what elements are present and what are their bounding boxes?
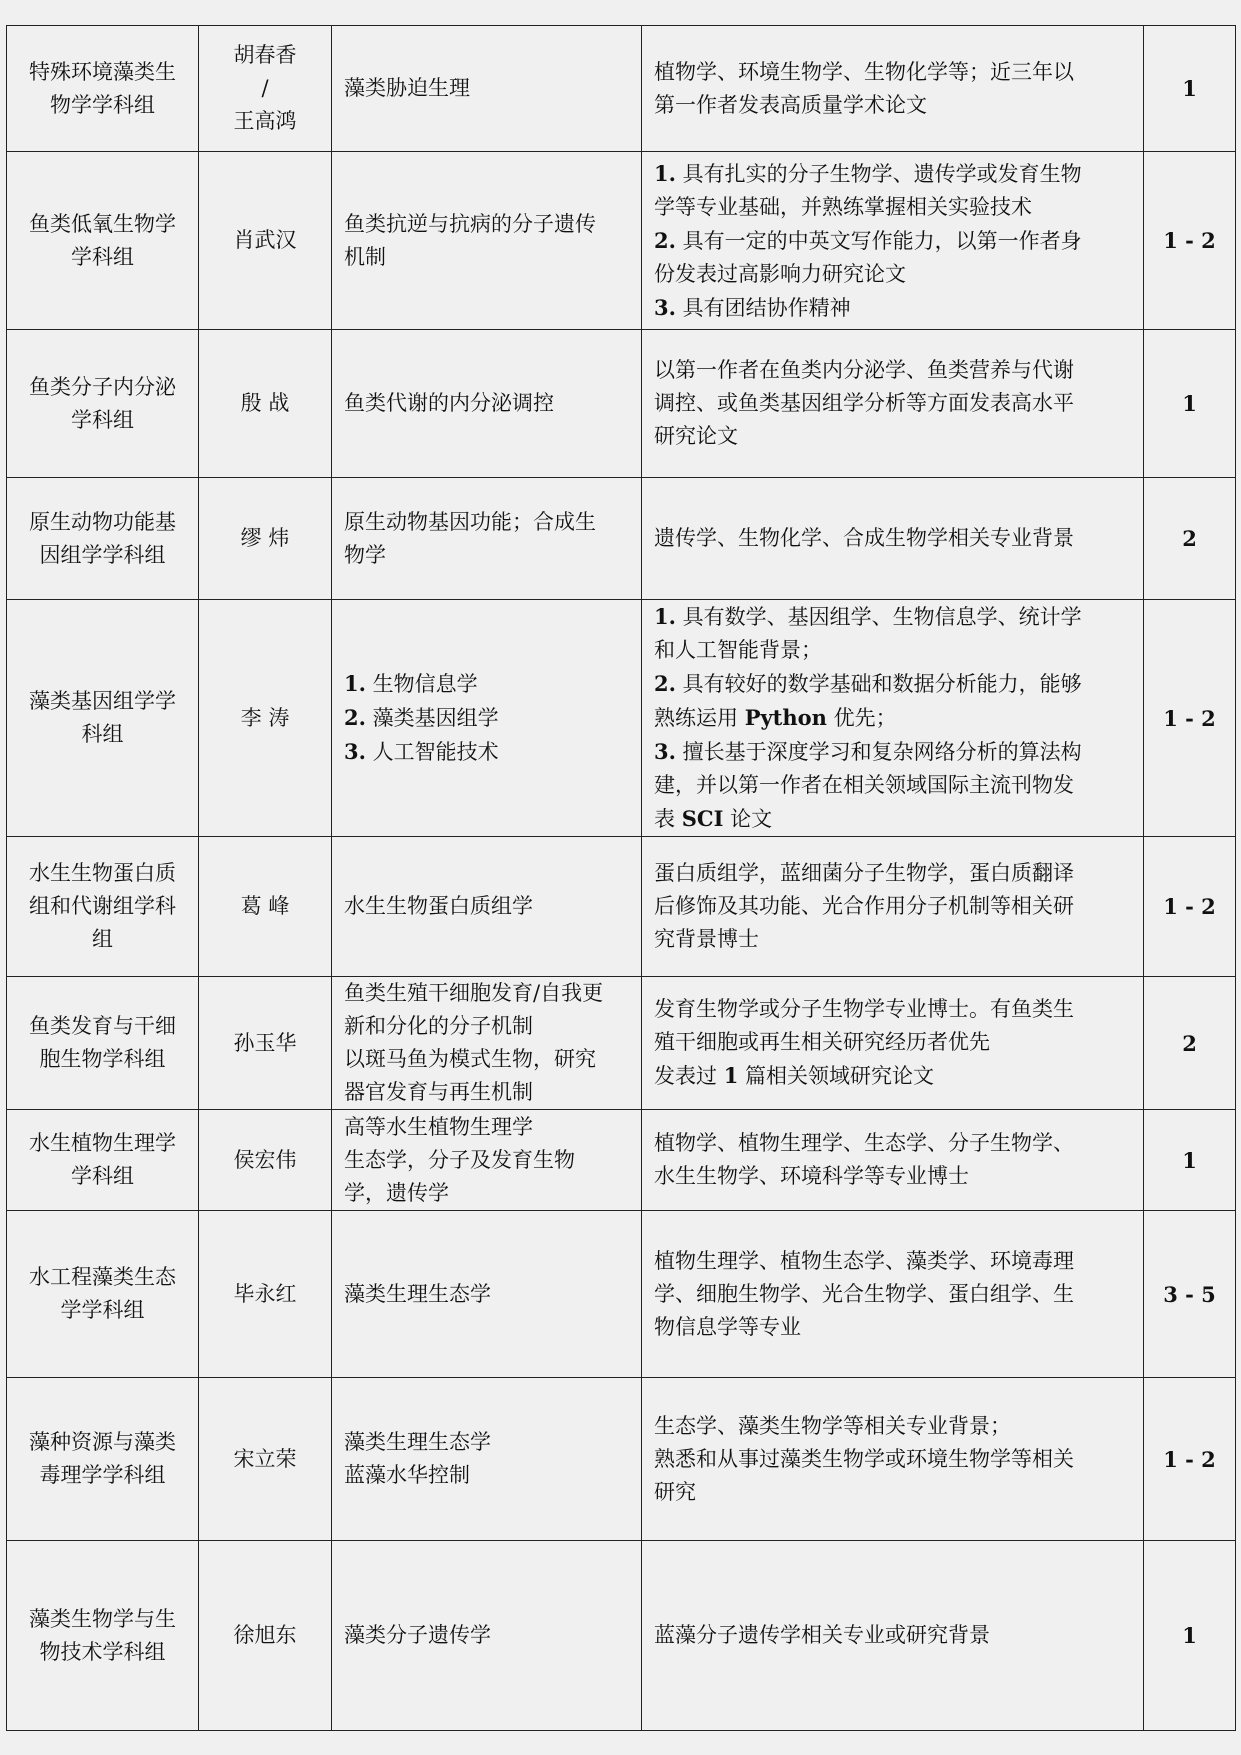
direction-cell bbox=[332, 1211, 642, 1378]
requirements-line: 熟悉和从事过藻类生物学或环境生物学等相关 bbox=[654, 1446, 1074, 1471]
group-cell bbox=[7, 1541, 199, 1731]
group-line: 水生植物生理学 bbox=[29, 1131, 176, 1155]
supervisor-cell bbox=[199, 330, 332, 478]
direction-line: 藻类胁迫生理 bbox=[344, 76, 470, 100]
direction-line: 机制 bbox=[344, 244, 386, 269]
supervisor-cell bbox=[199, 837, 332, 977]
requirements-cell bbox=[642, 837, 1144, 977]
group-line: 学科组 bbox=[71, 1164, 134, 1188]
group-line: 藻类基因组学学 bbox=[29, 689, 176, 713]
direction-cell bbox=[332, 977, 642, 1110]
direction-line: 鱼类生殖干细胞发育/自我更 bbox=[344, 981, 604, 1005]
supervisor-line: 李 涛 bbox=[240, 705, 290, 730]
direction-line: 以斑马鱼为模式生物，研究 bbox=[344, 1047, 596, 1071]
requirements-line: 以第一作者在鱼类内分泌学、鱼类营养与代谢 bbox=[654, 358, 1074, 382]
supervisor-cell bbox=[199, 600, 332, 837]
table-row bbox=[7, 1211, 1236, 1378]
requirements-line: 学、细胞生物学、光合生物学、蛋白组学、生 bbox=[654, 1281, 1074, 1306]
number-cell: 1 - 2 bbox=[1144, 1378, 1236, 1541]
group-cell bbox=[7, 1378, 199, 1541]
direction-line: 物学 bbox=[344, 542, 386, 567]
direction-line: 1. 生物信息学 bbox=[344, 671, 478, 696]
table-row bbox=[7, 330, 1236, 478]
number-cell: 1 - 2 bbox=[1144, 152, 1236, 330]
direction-line: 原生动物基因功能；合成生 bbox=[344, 509, 596, 534]
requirements-cell bbox=[642, 1110, 1144, 1211]
table-body bbox=[7, 26, 1236, 1731]
supervisor-line: / bbox=[261, 76, 269, 100]
supervisor-line: 王高鸿 bbox=[233, 109, 297, 133]
requirements-line: 调控、或鱼类基因组学分析等方面发表高水平 bbox=[654, 391, 1074, 415]
table-row bbox=[7, 600, 1236, 837]
requirements-line: 2. 具有一定的中英文写作能力，以第一作者身 bbox=[654, 227, 1082, 253]
requirements-line: 发育生物学或分子生物学专业博士。有鱼类生 bbox=[654, 997, 1074, 1021]
requirements-line: 水生生物学、环境科学等专业博士 bbox=[654, 1164, 969, 1188]
requirements-line: 后修饰及其功能、光合作用分子机制等相关研 bbox=[654, 894, 1074, 918]
direction-line: 藻类分子遗传学 bbox=[344, 1623, 491, 1647]
group-line: 毒理学学科组 bbox=[39, 1463, 166, 1487]
supervisor-cell bbox=[199, 152, 332, 330]
group-cell bbox=[7, 26, 199, 152]
group-line: 物技术学科组 bbox=[39, 1639, 166, 1664]
requirements-line: 2. 具有较好的数学基础和数据分析能力，能够 bbox=[654, 671, 1082, 696]
requirements-line: 1. 具有扎实的分子生物学、遗传学或发育生物 bbox=[654, 160, 1082, 186]
group-line: 特殊环境藻类生 bbox=[29, 59, 176, 84]
group-line: 组和代谢组学科 bbox=[29, 894, 176, 918]
direction-line: 3. 人工智能技术 bbox=[344, 739, 499, 764]
number-cell: 2 bbox=[1144, 478, 1236, 600]
supervisor-cell bbox=[199, 26, 332, 152]
supervisor-line: 肖武汉 bbox=[233, 228, 297, 252]
direction-line: 生态学，分子及发育生物 bbox=[344, 1147, 575, 1172]
group-line: 学学科组 bbox=[60, 1298, 145, 1322]
requirements-cell bbox=[642, 330, 1144, 478]
supervisor-line: 徐旭东 bbox=[233, 1623, 297, 1647]
direction-line: 学，遗传学 bbox=[344, 1180, 449, 1205]
direction-cell bbox=[332, 600, 642, 837]
table-row bbox=[7, 1541, 1236, 1731]
direction-line: 藻类生理生态学 bbox=[344, 1281, 491, 1306]
direction-line: 高等水生植物生理学 bbox=[344, 1114, 533, 1139]
group-cell bbox=[7, 977, 199, 1110]
group-line: 藻种资源与藻类 bbox=[29, 1430, 176, 1454]
requirements-line: 植物学、植物生理学、生态学、分子生物学、 bbox=[654, 1131, 1074, 1155]
requirements-line: 遗传学、生物化学、合成生物学相关专业背景 bbox=[654, 526, 1074, 550]
group-line: 学科组 bbox=[71, 407, 134, 432]
supervisor-cell bbox=[199, 977, 332, 1110]
requirements-cell bbox=[642, 977, 1144, 1110]
requirements-line: 1. 具有数学、基因组学、生物信息学、统计学 bbox=[654, 604, 1082, 629]
requirements-line: 表 SCI 论文 bbox=[654, 806, 773, 831]
supervisor-cell bbox=[199, 1110, 332, 1211]
direction-cell bbox=[332, 26, 642, 152]
group-cell bbox=[7, 330, 199, 478]
direction-cell bbox=[332, 1110, 642, 1211]
supervisor-line: 殷 战 bbox=[240, 391, 290, 415]
requirements-line: 殖干细胞或再生相关研究经历者优先 bbox=[654, 1030, 990, 1054]
table-row bbox=[7, 837, 1236, 977]
supervisor-line: 毕永红 bbox=[233, 1281, 297, 1306]
table-row bbox=[7, 152, 1236, 330]
group-line: 鱼类低氧生物学 bbox=[29, 211, 176, 236]
table-row bbox=[7, 478, 1236, 600]
direction-line: 水生生物蛋白质组学 bbox=[344, 894, 533, 918]
table-row bbox=[7, 977, 1236, 1110]
supervisor-line: 侯宏伟 bbox=[233, 1147, 297, 1172]
requirements-line: 和人工智能背景； bbox=[654, 638, 822, 662]
group-line: 因组学学科组 bbox=[39, 542, 166, 567]
number-cell: 2 bbox=[1144, 977, 1236, 1110]
direction-cell bbox=[332, 330, 642, 478]
requirements-line: 发表过 1 篇相关领域研究论文 bbox=[654, 1063, 934, 1088]
direction-line: 鱼类抗逆与抗病的分子遗传 bbox=[344, 211, 596, 236]
recruitment-table bbox=[6, 25, 1236, 1731]
direction-cell bbox=[332, 1541, 642, 1731]
number-cell: 1 - 2 bbox=[1144, 837, 1236, 977]
group-line: 科组 bbox=[81, 722, 124, 746]
group-line: 原生动物功能基 bbox=[29, 509, 176, 534]
table-row bbox=[7, 26, 1236, 152]
requirements-line: 研究 bbox=[654, 1479, 696, 1504]
requirements-line: 份发表过高影响力研究论文 bbox=[654, 261, 906, 286]
requirements-cell bbox=[642, 1541, 1144, 1731]
requirements-cell bbox=[642, 478, 1144, 600]
requirements-line: 究背景博士 bbox=[654, 927, 759, 951]
group-cell bbox=[7, 600, 199, 837]
table-row bbox=[7, 1110, 1236, 1211]
supervisor-cell bbox=[199, 1378, 332, 1541]
supervisor-cell bbox=[199, 1211, 332, 1378]
direction-cell bbox=[332, 478, 642, 600]
group-cell bbox=[7, 837, 199, 977]
direction-line: 蓝藻水华控制 bbox=[344, 1463, 470, 1487]
group-line: 水生生物蛋白质 bbox=[29, 861, 176, 885]
group-line: 组 bbox=[92, 927, 113, 951]
group-cell bbox=[7, 1211, 199, 1378]
group-cell bbox=[7, 478, 199, 600]
group-line: 鱼类发育与干细 bbox=[29, 1014, 176, 1038]
requirements-line: 熟练运用 Python 优先； bbox=[654, 705, 897, 730]
group-line: 藻类生物学与生 bbox=[29, 1606, 176, 1631]
requirements-line: 植物生理学、植物生态学、藻类学、环境毒理 bbox=[654, 1248, 1074, 1273]
direction-line: 新和分化的分子机制 bbox=[344, 1014, 533, 1038]
direction-line: 2. 藻类基因组学 bbox=[344, 705, 499, 730]
requirements-cell bbox=[642, 1378, 1144, 1541]
direction-line: 鱼类代谢的内分泌调控 bbox=[344, 391, 554, 415]
requirements-line: 蛋白质组学，蓝细菌分子生物学，蛋白质翻译 bbox=[654, 861, 1074, 885]
supervisor-cell bbox=[199, 1541, 332, 1731]
requirements-line: 植物学、环境生物学、生物化学等；近三年以 bbox=[654, 59, 1074, 84]
requirements-cell bbox=[642, 26, 1144, 152]
requirements-line: 研究论文 bbox=[654, 424, 738, 448]
supervisor-line: 葛 峰 bbox=[240, 894, 290, 918]
requirements-line: 蓝藻分子遗传学相关专业或研究背景 bbox=[654, 1623, 990, 1647]
number-cell: 3 - 5 bbox=[1144, 1211, 1236, 1378]
number-cell: 1 - 2 bbox=[1144, 600, 1236, 837]
direction-cell bbox=[332, 1378, 642, 1541]
group-cell bbox=[7, 152, 199, 330]
supervisor-line: 孙玉华 bbox=[233, 1030, 297, 1055]
number-cell: 1 bbox=[1144, 1541, 1236, 1731]
requirements-line: 3. 擅长基于深度学习和复杂网络分析的算法构 bbox=[654, 739, 1082, 764]
group-line: 学科组 bbox=[71, 244, 134, 269]
group-line: 水工程藻类生态 bbox=[29, 1265, 176, 1289]
requirements-line: 3. 具有团结协作精神 bbox=[654, 294, 851, 320]
direction-cell bbox=[332, 837, 642, 977]
requirements-line: 物信息学等专业 bbox=[654, 1314, 801, 1339]
requirements-cell bbox=[642, 1211, 1144, 1378]
requirements-cell bbox=[642, 600, 1144, 837]
requirements-line: 学等专业基础，并熟练掌握相关实验技术 bbox=[654, 194, 1032, 219]
direction-line: 藻类生理生态学 bbox=[344, 1430, 491, 1454]
requirements-line: 建，并以第一作者在相关领域国际主流刊物发 bbox=[654, 773, 1074, 797]
number-cell: 1 bbox=[1144, 26, 1236, 152]
group-cell bbox=[7, 1110, 199, 1211]
table-row bbox=[7, 1378, 1236, 1541]
direction-line: 器官发育与再生机制 bbox=[344, 1080, 533, 1104]
group-line: 胞生物学科组 bbox=[39, 1047, 166, 1071]
number-cell: 1 bbox=[1144, 330, 1236, 478]
supervisor-cell bbox=[199, 478, 332, 600]
supervisor-line: 缪 炜 bbox=[240, 526, 290, 550]
group-line: 鱼类分子内分泌 bbox=[29, 374, 176, 399]
requirements-line: 生态学、藻类生物学等相关专业背景； bbox=[654, 1413, 1011, 1438]
direction-cell bbox=[332, 152, 642, 330]
number-cell: 1 bbox=[1144, 1110, 1236, 1211]
supervisor-line: 胡春香 bbox=[233, 43, 297, 67]
supervisor-line: 宋立荣 bbox=[233, 1446, 297, 1471]
requirements-line: 第一作者发表高质量学术论文 bbox=[654, 92, 927, 117]
group-line: 物学学科组 bbox=[50, 92, 155, 117]
requirements-cell bbox=[642, 152, 1144, 330]
